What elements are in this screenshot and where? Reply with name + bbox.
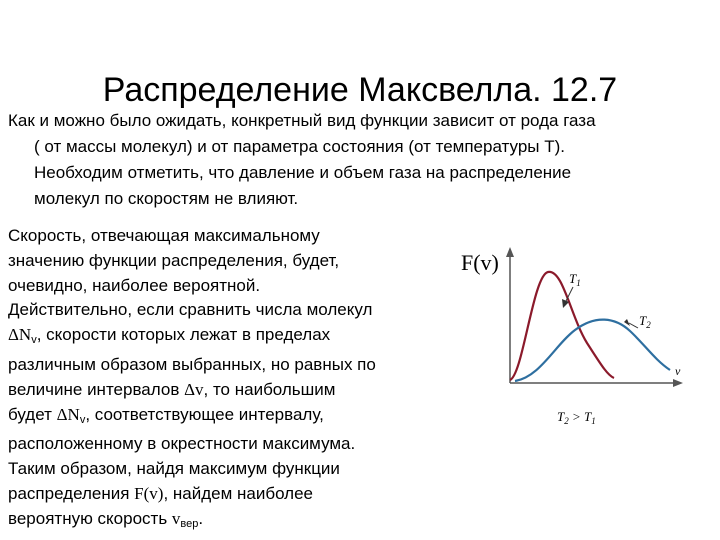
intro-line-4: молекул по скоростям не влияют. — [34, 189, 299, 208]
delta-n-symbol-2: ΔN — [56, 404, 80, 424]
body-line-2: значению функции распределения, будет, — [8, 250, 340, 270]
body-line-9: расположенному в окрестности максимума. — [8, 434, 356, 454]
t1-label — [569, 271, 581, 288]
body-line-3: очевидно, наиболее вероятной. — [8, 275, 261, 295]
relation-t1-subscript: 1 — [591, 416, 596, 426]
body-line-8 — [8, 403, 448, 433]
body-line-4: Действительно, если сравнить числа молекул — [8, 300, 373, 320]
body-line-11-b: , найдем наиболее — [163, 483, 313, 503]
intro-paragraph — [8, 108, 718, 212]
v-symbol: v — [171, 508, 181, 528]
body-line-12 — [8, 507, 448, 537]
body-line-1: Скорость, отвечающая максимальному — [8, 226, 320, 245]
x-axis-arrow-icon — [673, 379, 683, 387]
delta-n-symbol: ΔN — [8, 325, 32, 345]
t2-subscript: 2 — [646, 320, 651, 330]
v-subscript: вер — [180, 517, 199, 530]
maxwell-distribution-graph — [455, 235, 705, 435]
t2-pointer — [629, 323, 638, 328]
body-line-8-b: , соответствующее интервалу, — [85, 404, 324, 424]
slide-title: Распределение Максвелла. 12.7 — [102, 71, 618, 109]
graph-y-label: F(v) — [461, 250, 499, 275]
relation-t1: T — [584, 409, 592, 424]
body-line-5 — [8, 323, 448, 353]
body-line-8-a: будет — [8, 404, 57, 424]
intro-line-1: Как и можно было ожидать, конкретный вид функции зависит от рода газа — [8, 111, 596, 130]
delta-v-symbol: Δv — [184, 379, 204, 399]
t1-letter: T — [569, 271, 577, 286]
body-line-12-b: . — [198, 508, 204, 528]
relation-t2: T — [557, 409, 565, 424]
body-line-7 — [8, 378, 448, 403]
body-line-11-a: распределения — [8, 483, 135, 503]
intro-line-3: Необходим отметить, что давление и объем газа на распределение — [34, 163, 572, 182]
t2-pointer-arrow-icon — [624, 319, 630, 326]
body-line-11 — [8, 482, 448, 507]
temperature-relation — [557, 409, 596, 426]
body-line-5-text: , скорости которых лежат в пределах — [36, 325, 331, 345]
graph-x-label: v — [675, 364, 681, 378]
curve-t1 — [510, 272, 614, 380]
delta-n-subscript: v — [31, 334, 37, 347]
y-axis-arrow-icon — [506, 247, 514, 257]
fv-symbol: F(v) — [134, 483, 164, 503]
t2-letter: T — [639, 313, 647, 328]
body-line-7-b: , то наибольшим — [203, 379, 336, 399]
explanation-paragraph — [8, 224, 448, 537]
body-line-6: различным образом выбранных, но равных по — [8, 354, 376, 374]
t1-subscript: 1 — [576, 278, 581, 288]
intro-line-2: ( от массы молекул) и от параметра состояния (от температуры Т). — [34, 137, 565, 156]
relation-t2-subscript: 2 — [564, 416, 569, 426]
t2-label — [639, 313, 651, 330]
body-line-10: Таким образом, найдя максимум функции — [8, 459, 340, 479]
relation-operator: > — [568, 409, 585, 424]
body-line-12-a: вероятную скорость — [8, 508, 172, 528]
body-line-7-a: величине интервалов — [8, 379, 185, 399]
delta-n-subscript-2: v — [79, 413, 86, 426]
